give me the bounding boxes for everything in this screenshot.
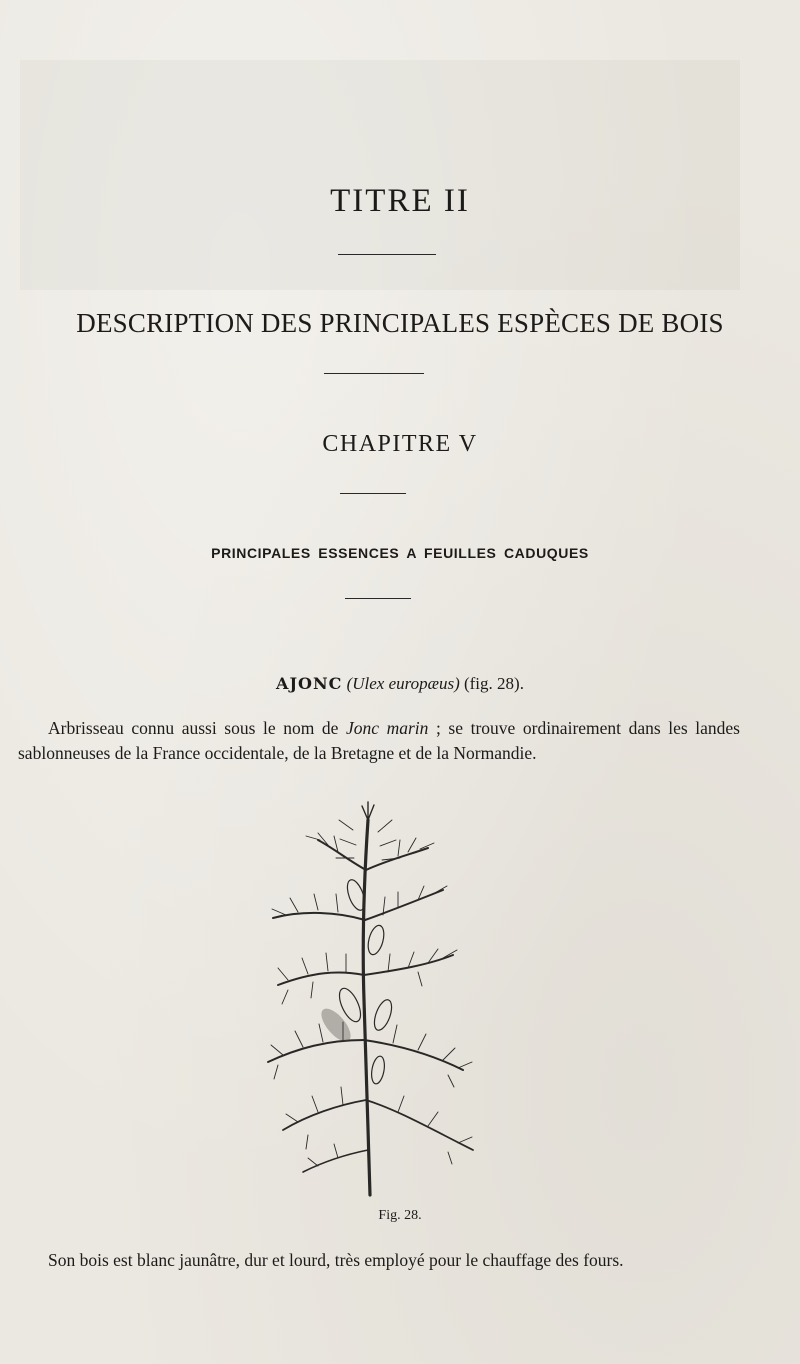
description-heading: DESCRIPTION DES PRINCIPALES ESPÈCES DE BOIS <box>76 308 724 338</box>
figure-caption: Fig. 28. <box>378 1208 422 1223</box>
gorse-branch-engraving-icon <box>258 800 498 1200</box>
entry-figure-reference: (fig. 28). <box>463 674 524 693</box>
section-heading: PRINCIPALES ESSENCES A FEUILLES CADUQUES <box>211 545 589 561</box>
entry-paragraph <box>18 716 740 766</box>
divider-rule <box>340 493 406 494</box>
entry-latin-name: (Ulex europæus) <box>346 674 460 693</box>
divider-rule <box>345 598 411 599</box>
paragraph-text: ; se trouve ordinairement dans les landes sablonneuses de la France occidentale, de la Bretagne et de la Normandie. <box>18 718 740 763</box>
paragraph-italic-text: Jonc marin <box>346 718 429 738</box>
divider-rule <box>338 254 436 255</box>
chapter-heading: CHAPITRE V <box>322 431 478 457</box>
entry-heading <box>0 674 800 694</box>
divider-rule <box>324 373 424 374</box>
bleed-through-shade <box>20 60 740 290</box>
titre-heading: TITRE II <box>330 183 470 219</box>
paragraph-text: Arbrisseau connu aussi sous le nom de <box>48 718 346 738</box>
entry-name: AJONC <box>276 674 343 693</box>
wood-paragraph: Son bois est blanc jaunâtre, dur et lourd, très employé pour le chauffage des fours. <box>48 1250 624 1270</box>
